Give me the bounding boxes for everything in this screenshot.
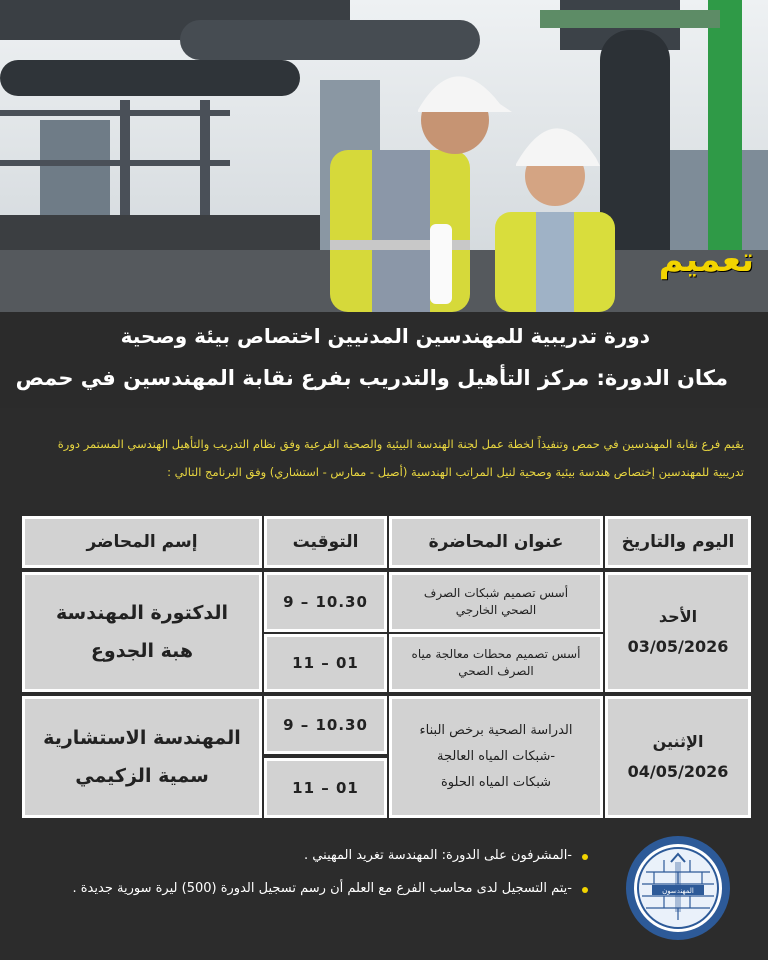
lecture-line: شبكات المياه الحلوة	[440, 775, 552, 790]
lecture-line: الدراسة الصحية برخص البناء	[419, 723, 573, 738]
time-cell: 11 – 01	[264, 758, 387, 818]
day-name: الأحد	[658, 607, 698, 626]
lecturer-title: المهندسة الاستشارية	[43, 727, 241, 749]
bullet-dot	[582, 887, 588, 893]
header-day-date: اليوم والتاريخ	[605, 516, 751, 568]
time-cell: 9 – 10.30	[264, 696, 387, 754]
day-date: 03/05/2026	[627, 637, 729, 656]
time-cell: 11 – 01	[264, 634, 387, 692]
engineers-syndicate-seal-icon	[624, 834, 732, 942]
note-registration	[32, 881, 592, 896]
day-cell-monday	[605, 696, 751, 818]
note-text: -المشرفون على الدورة: المهندسة تغريد المهيني .	[304, 848, 572, 863]
notes-list	[32, 848, 592, 914]
day-name: الإثنين	[652, 732, 704, 751]
note-text: -يتم التسجيل لدى محاسب الفرع مع العلم أن رسم تسجيل الدورة (500) ليرة سورية جديدة .	[72, 881, 572, 896]
lecture-line: -شبكات المياه العالجة	[436, 749, 556, 764]
header-timing: التوقيت	[264, 516, 387, 568]
intro-line-2: تدريبية للمهندسين إختصاص هندسة بيئية وصحية لنيل المراتب الهندسية (أصيل - ممارس - استشاري) وفق البرنامج التالي :	[167, 465, 744, 479]
lecturer-cell	[22, 696, 262, 818]
time-cell: 9 – 10.30	[264, 572, 387, 632]
intro-paragraph	[24, 430, 744, 486]
lecturer-title: الدكتورة المهندسة	[56, 602, 228, 624]
lecture-cell: أسس تصميم شبكات الصرف الصحي الخارجي	[389, 572, 603, 632]
circular-badge: تعميم	[658, 240, 754, 280]
header-photo	[0, 0, 768, 312]
bullet-dot	[582, 854, 588, 860]
course-venue: مكان الدورة: مركز التأهيل والتدريب بفرع نقابة المهندسين في حمص	[15, 366, 728, 390]
day-date: 04/05/2026	[627, 762, 729, 781]
intro-line-1: يقيم فرع نقابة المهندسين في حمص وتنفيذاً لخطة عمل لجنة الهندسة البيئية والصحية الفرعية وفق نظام التدريب والتأهيل الهندسي المستمر دورة	[57, 437, 744, 451]
lecturer-name: هبة الجدوع	[90, 640, 194, 662]
note-supervisors	[32, 848, 592, 863]
course-title: دورة تدريبية للمهندسين المدنيين اختصاص بيئة وصحية	[120, 324, 650, 348]
day-cell-sunday	[605, 572, 751, 692]
lecturer-cell	[22, 572, 262, 692]
lecturer-name: سمية الزكيمي	[75, 765, 209, 787]
header-lecturer: إسم المحاضر	[22, 516, 262, 568]
lecture-cell	[389, 696, 603, 818]
header-lecture-title: عنوان المحاضرة	[389, 516, 603, 568]
lecture-cell: أسس تصميم محطات معالجة مياه الصرف الصحي	[389, 634, 603, 692]
logo-label: المهندسون	[662, 887, 694, 895]
